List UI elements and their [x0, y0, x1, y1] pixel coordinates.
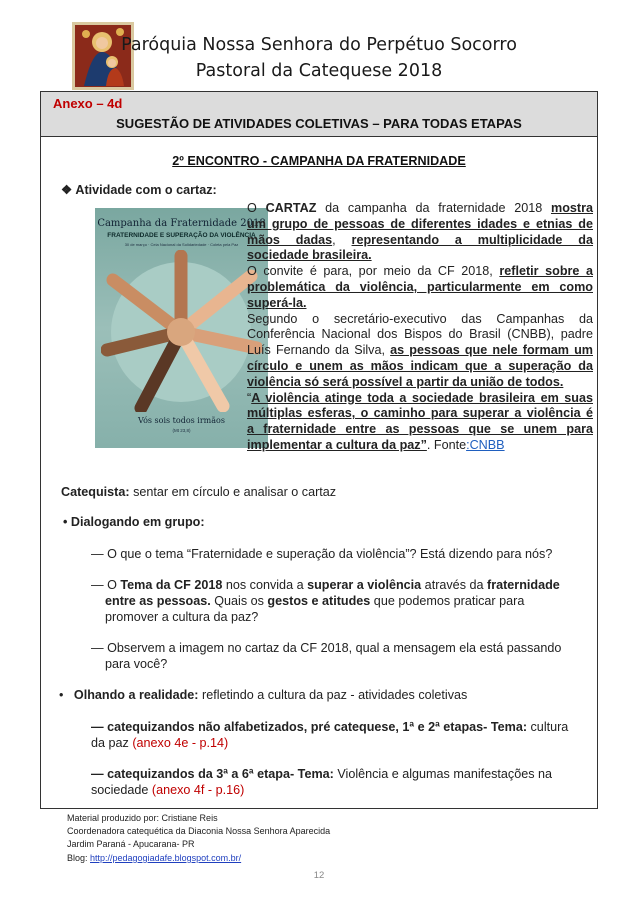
poster-small-text: 30 de março · Ceia Nacional da Solidariedade · Coleta pela Paz	[124, 242, 239, 247]
footer-location: Jardim Paraná - Apucarana- PR	[67, 839, 195, 850]
dialog-heading: • Dialogando em grupo:	[63, 515, 205, 529]
reality-item-2-end: sociedade (anexo 4f - p.16)	[91, 783, 245, 797]
reality-line: • Olhando a realidade: refletindo a cultura da paz - atividades coletivas	[59, 688, 468, 702]
poster-description: O CARTAZ da campanha da fraternidade 2018 mostra um grupo de pessoas de diferentes idades e etnias de mãos dadas, representando a multiplicidade da sociedade brasileira. O convite é para, por meio da CF 2018, refletir sobre a problemática da violência, particularmente em como superá-la. Segundo o secretário-executivo das Campanhas da Conferência Nacional dos Bispos do Brasil (CNBB), padre Luís Fernando da Silva, as pessoas que nele formam um círculo e unem as mãos indicam que a superação da violência só será possível a partir da união de todos. “A violência atinge toda a sociedade brasileira em suas múltiplas esferas, o caminho para superar a violência é a fraternidade entre as pessoas que se unem para implementar a cultura da paz”. Fonte:CNBB	[247, 201, 594, 452]
page-header	[0, 0, 638, 90]
poster-title: Campanha da Fraternidade 2018	[97, 218, 266, 229]
section-title: 2º ENCONTRO - CAMPANHA DA FRATERNIDADE	[172, 154, 466, 168]
diamond-bullet-icon: ❖	[61, 183, 73, 197]
cnbb-link[interactable]: :CNBB	[466, 437, 505, 452]
question-2: — O Tema da CF 2018 nos convida a superar a violência através da fraternidade	[91, 578, 560, 592]
blog-link[interactable]: http://pedagogiadafe.blogspot.com.br/	[90, 852, 242, 863]
footer-author: Material produzido por: Cristiane Reis	[67, 813, 218, 823]
footer	[67, 812, 330, 865]
question-2-end: promover a cultura da paz?	[105, 610, 259, 624]
pastoral-subtitle: Pastoral da Catequese 2018	[195, 61, 443, 81]
poster-subtitle: FRATERNIDADE E SUPERAÇÃO DA VIOLÊNCIA	[107, 232, 256, 239]
bullet-icon: •	[63, 515, 68, 529]
poster-ref: (Mt 23,8)	[172, 428, 191, 433]
content-box	[40, 91, 598, 809]
question-3-end: para você?	[105, 657, 168, 671]
question-2-cont: entre as pessoas. Quais os gestos e atitudes que podemos praticar para	[105, 594, 525, 608]
annex-banner	[41, 92, 597, 137]
poster-motto: Vós sois todos irmãos	[138, 416, 225, 425]
parish-title: Paróquia Nossa Senhora do Perpétuo Socorro	[121, 35, 517, 55]
page-number: 12	[313, 870, 325, 881]
joined-hands-image	[101, 250, 262, 412]
bullet-icon: •	[59, 688, 64, 702]
question-1: — O que o tema “Fraternidade e superação da violência”? Está dizendo para nós?	[91, 547, 553, 561]
annex-4e-ref: (anexo 4e - p.14)	[132, 736, 229, 750]
campaign-poster	[95, 208, 268, 448]
reality-item-1-end: da paz (anexo 4e - p.14)	[91, 736, 229, 750]
annex-label: Anexo – 4d	[53, 96, 123, 111]
reality-item-2: — catequizandos da 3ª a 6ª etapa- Tema: Violência e algumas manifestações na	[91, 767, 553, 781]
activity-heading-text: Atividade com o cartaz:	[75, 183, 217, 197]
footer-role: Coordenadora catequética da Diaconia Nossa Senhora Aparecida	[67, 826, 331, 837]
question-3: — Observem a imagem no cartaz da CF 2018, qual a mensagem ela está passando	[91, 641, 562, 655]
reality-item-1: — catequizandos não alfabetizados, pré catequese, 1ª e 2ª etapas- Tema: cultura	[91, 720, 569, 734]
annex-title: SUGESTÃO DE ATIVIDADES COLETIVAS – PARA TODAS ETAPAS	[116, 116, 522, 131]
annex-4f-ref: (anexo 4f - p.16)	[151, 783, 245, 797]
activity-heading	[61, 183, 217, 199]
catequista-line: Catequista: sentar em círculo e analisar o cartaz	[61, 485, 337, 499]
footer-blog: Blog: http://pedagogiadafe.blogspot.com.br/	[67, 852, 242, 863]
